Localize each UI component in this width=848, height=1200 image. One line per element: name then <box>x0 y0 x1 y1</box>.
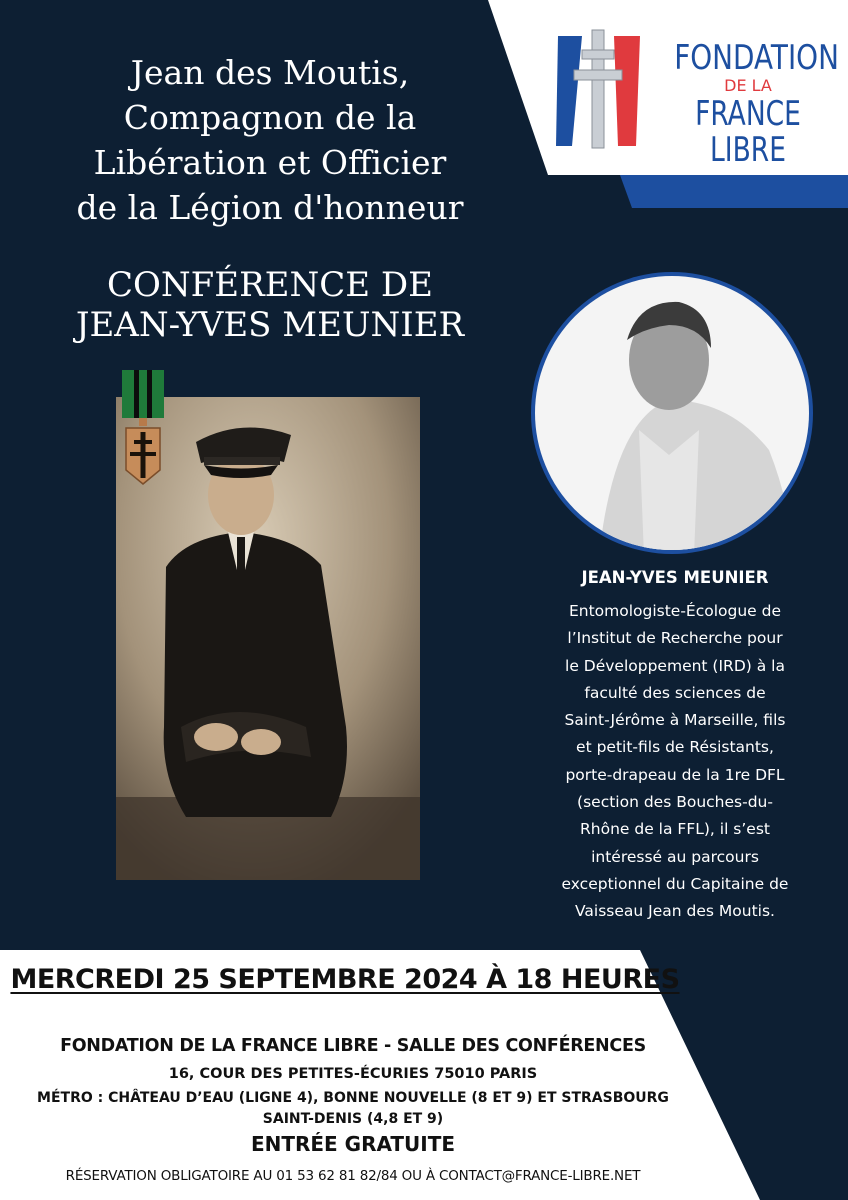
event-admission: ENTRÉE GRATUITE <box>250 1132 456 1156</box>
title-line: Compagnon de la <box>123 98 417 137</box>
event-venue: FONDATION DE LA FRANCE LIBRE - SALLE DES CONFÉRENCES <box>60 1036 646 1056</box>
speaker-portrait <box>529 270 815 556</box>
event-metro <box>8 1088 698 1130</box>
bio-line: intéressé au parcours <box>591 847 759 866</box>
logo-line-1: FONDATION <box>674 38 839 78</box>
bio-line: Saint-Jérôme à Marseille, fils <box>564 711 786 730</box>
bio-line: l’Institut de Recherche pour <box>567 629 783 648</box>
speaker-name: JEAN-YVES MEUNIER <box>581 568 769 587</box>
bio-line: (section des Bouches-du- <box>577 793 773 812</box>
bio-line: Entomologiste-Écologue de <box>568 602 782 620</box>
event-title <box>40 50 500 230</box>
event-address: 16, COUR DES PETITES-ÉCURIES 75010 PARIS <box>168 1066 538 1082</box>
event-reservation: RÉSERVATION OBLIGATOIRE AU 01 53 62 81 82/84 OU À CONTACT@FRANCE-LIBRE.NET <box>65 1168 641 1184</box>
bio-line: faculté des sciences de <box>584 683 766 702</box>
bio-line: exceptionnel du Capitaine de <box>561 874 789 893</box>
blue-accent-band <box>620 175 848 208</box>
conference-line: JEAN-YVES MEUNIER <box>75 305 465 345</box>
title-line: Jean des Moutis, <box>130 53 410 92</box>
bio-line: le Développement (IRD) à la <box>565 656 785 675</box>
title-line: de la Légion d'honneur <box>76 188 464 227</box>
logo-wordmark <box>658 40 838 168</box>
conference-heading <box>40 265 500 345</box>
bio-line: et petit-fils de Résistants, <box>576 738 774 757</box>
conference-line: CONFÉRENCE DE <box>107 265 433 305</box>
metro-line: SAINT-DENIS (4,8 ET 9) <box>262 1111 444 1127</box>
bio-line: Rhône de la FFL), il s’est <box>580 820 770 839</box>
medal-icon <box>118 370 168 488</box>
logo-line-3: FRANCE LIBRE <box>695 94 801 170</box>
speaker-bio <box>525 598 825 926</box>
metro-line: MÉTRO : CHÂTEAU D’EAU (LIGNE 4), BONNE NOUVELLE (8 ET 9) ET STRASBOURG <box>37 1090 669 1106</box>
foundation-logo <box>548 28 648 150</box>
bio-line: porte-drapeau de la 1re DFL <box>565 765 785 784</box>
title-line: Libération et Officier <box>93 143 447 182</box>
bio-line: Vaisseau Jean des Moutis. <box>575 902 775 921</box>
event-date: MERCREDI 25 SEPTEMBRE 2024 À 18 HEURES <box>10 964 680 995</box>
logo-line-2: DE LA <box>724 76 772 95</box>
